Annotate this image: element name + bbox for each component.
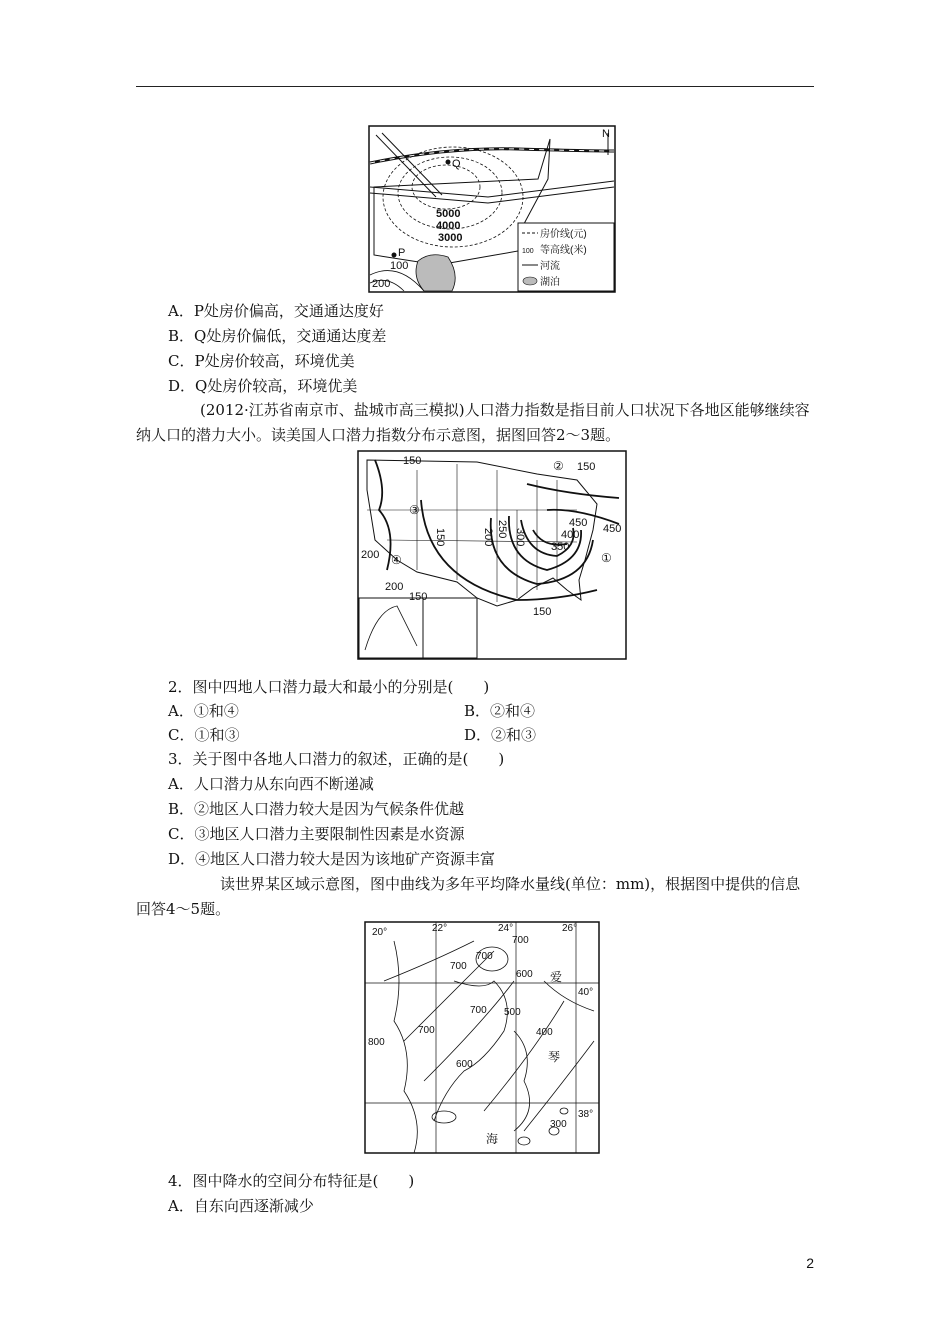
isohyet-300: 300	[550, 1119, 567, 1130]
q3-stem: 3．关于图中各地人口潜力的叙述，正确的是( )	[168, 750, 505, 768]
isohyet-700-b: 700	[476, 951, 493, 962]
contour-200-label: 200	[372, 278, 391, 290]
isohyet-500: 500	[504, 1007, 521, 1018]
q3-option-c: C．③地区人口潜力主要限制性因素是水资源	[168, 825, 465, 843]
marker-4: ④	[391, 553, 402, 567]
q4-stem: 4．图中降水的空间分布特征是( )	[168, 1172, 415, 1190]
lat-40-label: 40°	[578, 987, 594, 998]
lon-26-label: 26°	[562, 923, 578, 934]
isohyet-800: 800	[368, 1037, 385, 1048]
iso-label-150-s: 150	[533, 606, 552, 618]
iso-label-350: 350	[551, 541, 570, 553]
price-3000-label: 3000	[438, 232, 463, 244]
iso-label-150-nw: 150	[403, 455, 422, 467]
q1-option-b: B．Q处房价偏低，交通通达度差	[168, 327, 387, 345]
isohyet-700-a: 700	[450, 961, 467, 972]
q2-stem: 2．图中四地人口潜力最大和最小的分别是( )	[168, 678, 490, 696]
aegean-precipitation-map	[364, 921, 600, 1154]
q3-option-a: A．人口潜力从东向西不断递减	[168, 775, 374, 793]
q2-option-d: D．②和③	[464, 726, 537, 744]
legend-lake: 湖泊	[540, 277, 560, 288]
sea-label-1: 爱	[550, 970, 563, 984]
isohyet-700-d: 700	[470, 1005, 487, 1016]
sea-label-2: 琴	[548, 1050, 561, 1064]
isohyet-700-c: 700	[512, 935, 529, 946]
isohyet-400: 400	[536, 1027, 553, 1038]
page-number: 2	[806, 1255, 814, 1271]
q1-option-d: D．Q处房价较高，环境优美	[168, 377, 358, 395]
marker-3: ③	[409, 503, 420, 517]
iso-label-200-sw: 200	[385, 581, 404, 593]
isohyet-700-e: 700	[418, 1025, 435, 1036]
lat-38-label: 38°	[578, 1109, 594, 1120]
isohyet-600-n: 600	[516, 969, 533, 980]
price-5000-label: 5000	[436, 208, 461, 220]
iso-label-150-mid: 150	[434, 528, 446, 547]
iso-label-150-ne: 150	[577, 461, 596, 473]
lon-20-label: 20°	[372, 927, 388, 938]
iso-label-200-w: 200	[361, 549, 380, 561]
q1-option-a: A．P处房价偏高，交通通达度好	[168, 302, 384, 320]
legend-contour-number: 100	[522, 248, 534, 255]
header-rule	[136, 86, 814, 87]
marker-1: ①	[601, 551, 612, 565]
lon-24-label: 24°	[498, 923, 514, 934]
marker-2: ②	[553, 459, 564, 473]
q4-option-a: A．自东向西逐渐减少	[168, 1197, 314, 1215]
us-population-potential-map	[357, 450, 627, 660]
iso-label-400: 400	[561, 529, 580, 541]
iso-label-150-sw: 150	[409, 591, 428, 603]
point-q-label: Q	[452, 158, 461, 170]
intro-questions-2-3: (2012·江苏省南京市、盐城市高三模拟)人口潜力指数是指目前人口状况下各地区能够继续容纳人口的潜力大小。读美国人口潜力指数分布示意图，据图回答2～3题。	[136, 401, 810, 444]
legend-contour-line: 等高线(米)	[540, 245, 587, 256]
q3-option-b: B．②地区人口潜力较大是因为气候条件优越	[168, 800, 465, 818]
q3-option-d: D．④地区人口潜力较大是因为该地矿产资源丰富	[168, 850, 496, 868]
isohyet-600-s: 600	[456, 1059, 473, 1070]
price-4000-label: 4000	[436, 220, 461, 232]
housing-price-map	[368, 125, 616, 293]
north-label: N	[602, 128, 610, 140]
lon-22-label: 22°	[432, 923, 448, 934]
iso-label-450-inner: 450	[569, 517, 588, 529]
legend-river: 河流	[540, 261, 560, 272]
sea-label-3: 海	[486, 1132, 499, 1146]
contour-100-label: 100	[390, 260, 409, 272]
intro-questions-4-5: 读世界某区域示意图，图中曲线为多年平均降水量线(单位：mm)，根据图中提供的信息回答4～5题。	[136, 875, 801, 918]
iso-label-300: 300	[514, 528, 526, 547]
legend-price-line: 房价线(元)	[540, 229, 587, 240]
q1-option-c: C．P处房价较高，环境优美	[168, 352, 355, 370]
iso-label-200-mid: 200	[482, 528, 494, 547]
iso-label-450-outer: 450	[603, 523, 622, 535]
q2-option-b: B．②和④	[464, 702, 536, 720]
q2-option-a: A．①和④	[168, 702, 239, 720]
point-p-label: P	[398, 247, 406, 259]
iso-label-250: 250	[496, 520, 508, 539]
q2-option-c: C．①和③	[168, 726, 240, 744]
